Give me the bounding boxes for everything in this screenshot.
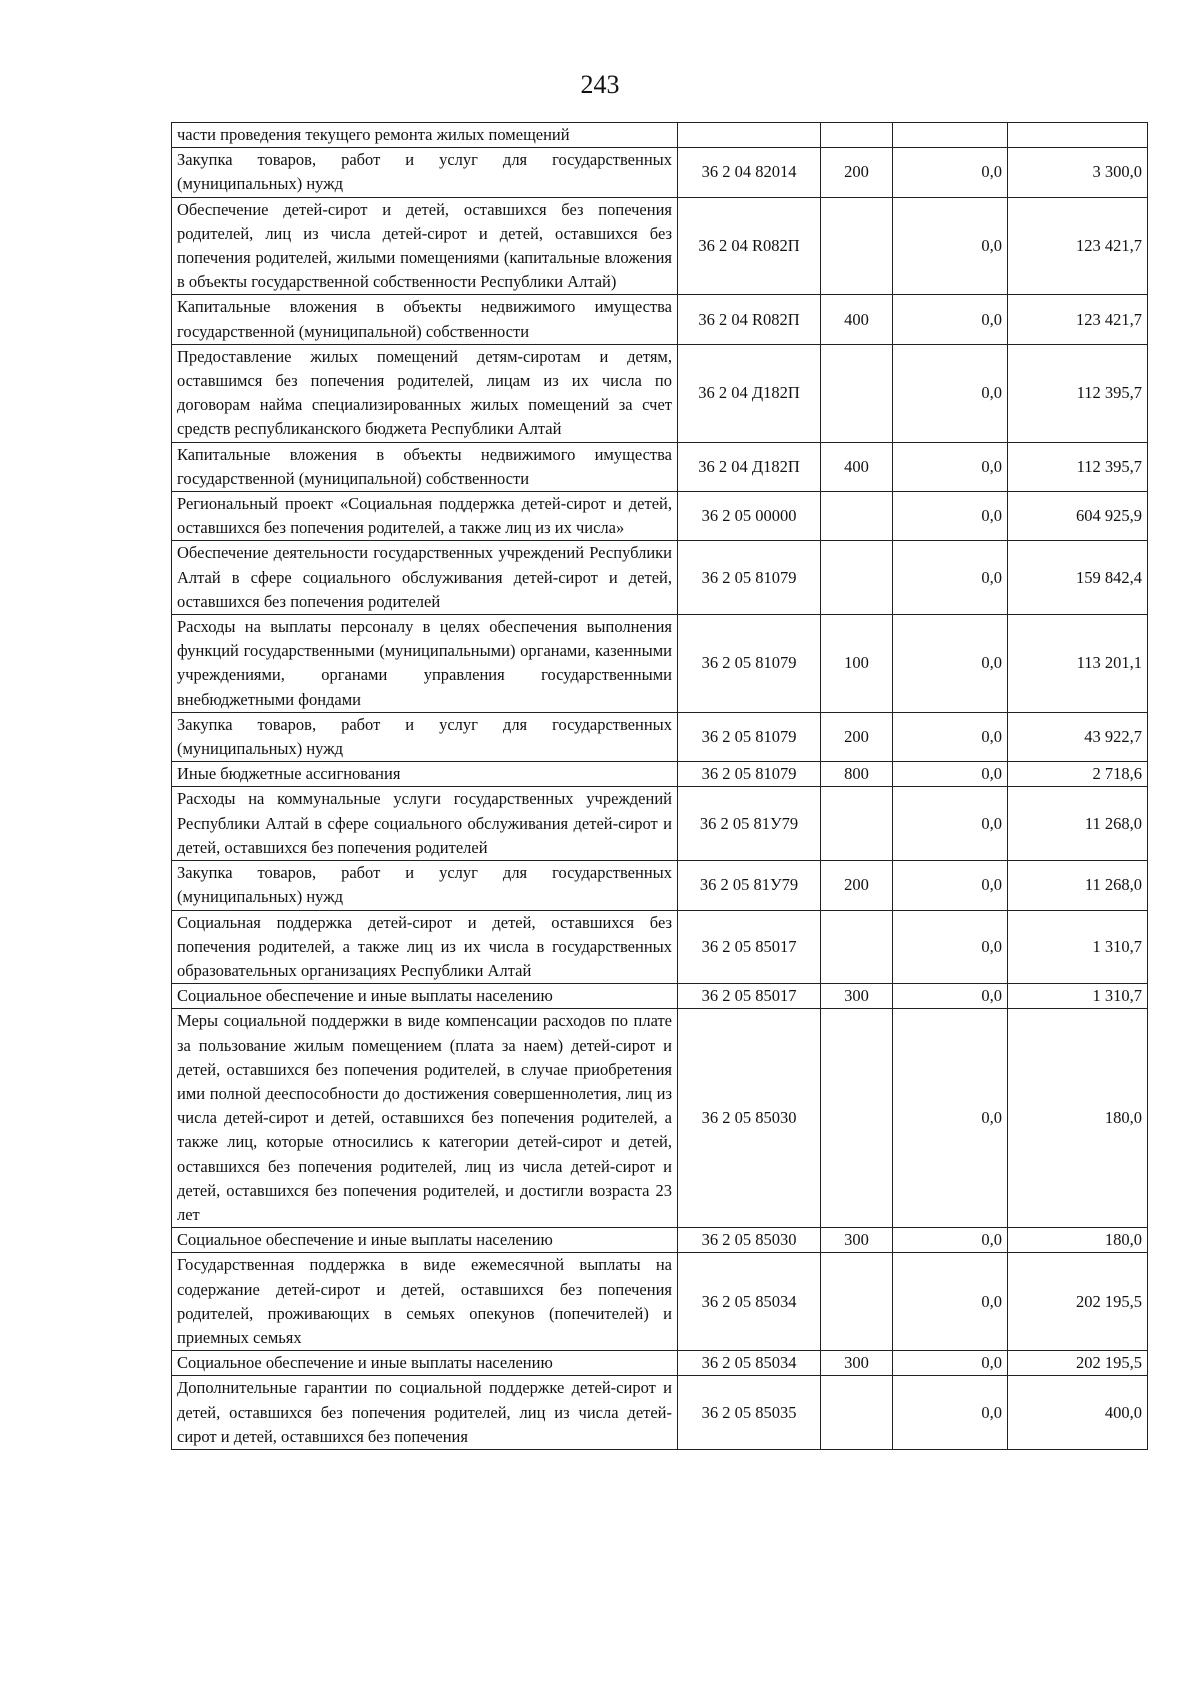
row-expense-type: 400: [821, 295, 893, 344]
table-row: [172, 861, 1148, 910]
row-target-code: 36 2 05 81079: [678, 762, 821, 787]
row-amount-1: 0,0: [893, 615, 1008, 713]
row-amount-1: 0,0: [893, 442, 1008, 491]
row-target-code: 36 2 05 00000: [678, 492, 821, 541]
row-target-code: 36 2 05 81У79: [678, 861, 821, 910]
row-amount-1: 0,0: [893, 1228, 1008, 1253]
row-target-code: 36 2 04 Д182П: [678, 344, 821, 442]
row-description: Предоставление жилых помещений детям-сиротам и детям, оставшимся без попечения родителей, лицам из их числа по договорам найма специализированных жилых помещений за счет средств республиканского бюджета Республики Алтай: [172, 344, 678, 442]
page-number: 243: [580, 70, 620, 99]
row-target-code: 36 2 05 85030: [678, 1228, 821, 1253]
row-amount-2: 1 310,7: [1008, 984, 1148, 1009]
row-expense-type: 300: [821, 984, 893, 1009]
row-amount-1: 0,0: [893, 712, 1008, 761]
table-row: [172, 910, 1148, 984]
row-amount-1: 0,0: [893, 197, 1008, 295]
row-expense-type: [821, 197, 893, 295]
row-expense-type: [821, 787, 893, 861]
row-amount-1: 0,0: [893, 762, 1008, 787]
row-expense-type: 400: [821, 442, 893, 491]
row-expense-type: [821, 1376, 893, 1450]
row-expense-type: [821, 344, 893, 442]
row-amount-1: [893, 123, 1008, 148]
row-expense-type: [821, 123, 893, 148]
table-row: [172, 1228, 1148, 1253]
row-amount-1: 0,0: [893, 344, 1008, 442]
row-amount-2: 11 268,0: [1008, 787, 1148, 861]
row-description: Закупка товаров, работ и услуг для государственных (муниципальных) нужд: [172, 148, 678, 197]
row-amount-2: 123 421,7: [1008, 295, 1148, 344]
row-expense-type: [821, 1253, 893, 1351]
row-target-code: 36 2 04 R082П: [678, 197, 821, 295]
table-row: [172, 344, 1148, 442]
row-target-code: 36 2 04 82014: [678, 148, 821, 197]
row-target-code: 36 2 05 85035: [678, 1376, 821, 1450]
row-expense-type: [821, 492, 893, 541]
row-description: Региональный проект «Социальная поддержка детей-сирот и детей, оставшихся без попечения родителей, а также лиц из их числа»: [172, 492, 678, 541]
table-row: [172, 123, 1148, 148]
table-row: [172, 615, 1148, 713]
row-amount-1: 0,0: [893, 787, 1008, 861]
row-amount-2: 3 300,0: [1008, 148, 1148, 197]
row-amount-2: 159 842,4: [1008, 541, 1148, 615]
row-description: Социальная поддержка детей-сирот и детей, оставшихся без попечения родителей, а также лиц из их числа в государственных образовательных организациях Республики Алтай: [172, 910, 678, 984]
row-amount-1: 0,0: [893, 1009, 1008, 1228]
row-amount-1: 0,0: [893, 295, 1008, 344]
row-amount-2: [1008, 123, 1148, 148]
row-description: Государственная поддержка в виде ежемесячной выплаты на содержание детей-сирот и детей, оставшихся без попечения родителей, проживающих в семьях опекунов (попечителей) и приемных семьях: [172, 1253, 678, 1351]
row-expense-type: 200: [821, 148, 893, 197]
row-target-code: 36 2 05 85030: [678, 1009, 821, 1228]
row-description: части проведения текущего ремонта жилых помещений: [172, 123, 678, 148]
row-expense-type: [821, 541, 893, 615]
row-expense-type: 200: [821, 861, 893, 910]
row-description: Капитальные вложения в объекты недвижимого имущества государственной (муниципальной) собственности: [172, 295, 678, 344]
row-target-code: 36 2 04 R082П: [678, 295, 821, 344]
row-description: Капитальные вложения в объекты недвижимого имущества государственной (муниципальной) собственности: [172, 442, 678, 491]
row-expense-type: 300: [821, 1228, 893, 1253]
row-expense-type: [821, 910, 893, 984]
row-expense-type: 800: [821, 762, 893, 787]
row-target-code: [678, 123, 821, 148]
row-amount-1: 0,0: [893, 861, 1008, 910]
table-row: [172, 148, 1148, 197]
row-amount-2: 604 925,9: [1008, 492, 1148, 541]
row-description: Социальное обеспечение и иные выплаты населению: [172, 1228, 678, 1253]
table-row: [172, 197, 1148, 295]
row-target-code: 36 2 05 85017: [678, 984, 821, 1009]
row-expense-type: 300: [821, 1351, 893, 1376]
row-description: Иные бюджетные ассигнования: [172, 762, 678, 787]
table-row: [172, 1009, 1148, 1228]
row-expense-type: [821, 1009, 893, 1228]
budget-table-body: [172, 123, 1148, 1450]
table-row: [172, 1376, 1148, 1450]
row-target-code: 36 2 05 85034: [678, 1253, 821, 1351]
row-amount-1: 0,0: [893, 984, 1008, 1009]
row-amount-2: 11 268,0: [1008, 861, 1148, 910]
row-amount-2: 202 195,5: [1008, 1253, 1148, 1351]
row-amount-2: 1 310,7: [1008, 910, 1148, 984]
row-amount-2: 2 718,6: [1008, 762, 1148, 787]
row-description: Обеспечение деятельности государственных учреждений Республики Алтай в сфере социального обслуживания детей-сирот и детей, оставшихся без попечения родителей: [172, 541, 678, 615]
row-amount-1: 0,0: [893, 148, 1008, 197]
row-amount-1: 0,0: [893, 910, 1008, 984]
row-amount-1: 0,0: [893, 492, 1008, 541]
row-description: Социальное обеспечение и иные выплаты населению: [172, 984, 678, 1009]
table-row: [172, 1253, 1148, 1351]
row-amount-2: 43 922,7: [1008, 712, 1148, 761]
row-description: Дополнительные гарантии по социальной поддержке детей-сирот и детей, оставшихся без попечения родителей, лиц из числа детей-сирот и детей, оставшихся без попечения: [172, 1376, 678, 1450]
row-description: Социальное обеспечение и иные выплаты населению: [172, 1351, 678, 1376]
row-target-code: 36 2 05 81У79: [678, 787, 821, 861]
table-row: [172, 295, 1148, 344]
row-target-code: 36 2 05 81079: [678, 712, 821, 761]
row-description: Меры социальной поддержки в виде компенсации расходов по плате за пользование жилым помещением (плата за наем) детей-сирот и детей, оставшихся без попечения родителей, в случае приобретения ими полной дееспособности до достижения совершеннолетия, лиц из числа детей-сирот и детей, оставшихся без попечения родителей, а также лиц, которые относились к категории детей-сирот и детей, оставшихся без попечения родителей, лиц из числа детей-сирот и детей, оставшихся без попечения родителей, и достигли возраста 23 лет: [172, 1009, 678, 1228]
row-amount-1: 0,0: [893, 1376, 1008, 1450]
table-row: [172, 984, 1148, 1009]
row-amount-2: 400,0: [1008, 1376, 1148, 1450]
row-amount-2: 112 395,7: [1008, 442, 1148, 491]
row-description: Закупка товаров, работ и услуг для государственных (муниципальных) нужд: [172, 861, 678, 910]
row-target-code: 36 2 04 Д182П: [678, 442, 821, 491]
budget-table: [171, 122, 1148, 1450]
row-expense-type: 100: [821, 615, 893, 713]
row-description: Обеспечение детей-сирот и детей, оставшихся без попечения родителей, лиц из числа детей-сирот и детей, оставшихся без попечения родителей, жилыми помещениями (капитальные вложения в объекты государственной собственности Республики Алтай): [172, 197, 678, 295]
row-target-code: 36 2 05 85034: [678, 1351, 821, 1376]
row-description: Расходы на выплаты персоналу в целях обеспечения выполнения функций государственными (муниципальными) органами, казенными учреждениями, органами управления государственными внебюджетными фондами: [172, 615, 678, 713]
table-row: [172, 1351, 1148, 1376]
row-amount-1: 0,0: [893, 1351, 1008, 1376]
row-amount-2: 123 421,7: [1008, 197, 1148, 295]
row-expense-type: 200: [821, 712, 893, 761]
row-amount-1: 0,0: [893, 1253, 1008, 1351]
table-row: [172, 442, 1148, 491]
table-row: [172, 762, 1148, 787]
row-amount-2: 180,0: [1008, 1009, 1148, 1228]
row-amount-2: 113 201,1: [1008, 615, 1148, 713]
row-description: Закупка товаров, работ и услуг для государственных (муниципальных) нужд: [172, 712, 678, 761]
row-amount-2: 180,0: [1008, 1228, 1148, 1253]
table-row: [172, 787, 1148, 861]
row-amount-2: 112 395,7: [1008, 344, 1148, 442]
row-description: Расходы на коммунальные услуги государственных учреждений Республики Алтай в сфере социального обслуживания детей-сирот и детей, оставшихся без попечения родителей: [172, 787, 678, 861]
row-amount-2: 202 195,5: [1008, 1351, 1148, 1376]
row-target-code: 36 2 05 81079: [678, 615, 821, 713]
table-row: [172, 541, 1148, 615]
row-amount-1: 0,0: [893, 541, 1008, 615]
row-target-code: 36 2 05 85017: [678, 910, 821, 984]
row-target-code: 36 2 05 81079: [678, 541, 821, 615]
table-row: [172, 712, 1148, 761]
table-row: [172, 492, 1148, 541]
